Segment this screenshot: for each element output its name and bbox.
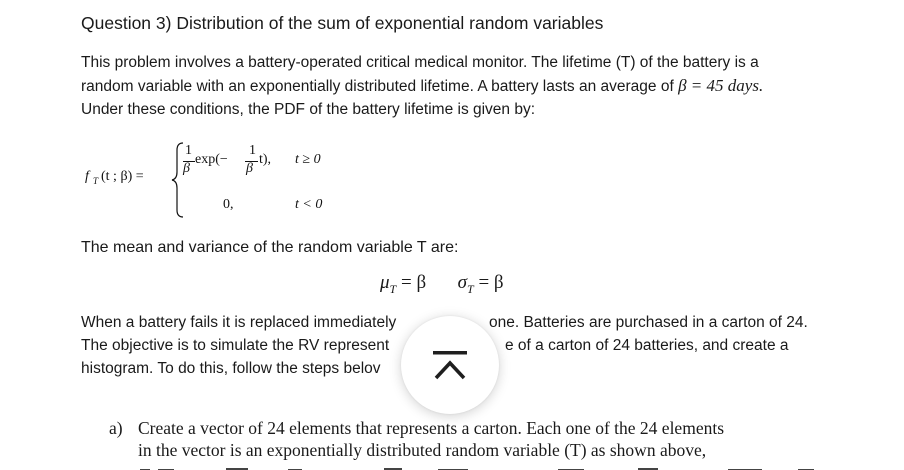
intro-line-2 [81,74,763,98]
cutoff-text-fragments [138,463,828,470]
pdf-lhs-args: (t ; β) = [101,169,144,184]
sigma-symbol: σ [457,272,467,293]
intro-paragraph [81,51,763,121]
part-a-line-3-cutoff [138,460,828,470]
question-title: Question 3) Distribution of the sum of exponential random variables [81,13,604,33]
pdf-exp-suffix: t), [259,152,272,167]
replacement-line-3-left: histogram. To do this, follow the steps belov [81,360,381,377]
collapse-up-button[interactable] [401,316,499,414]
pdf-lhs-f: f [85,169,89,184]
mu-symbol: μ [380,272,390,293]
pdf-frac2-den: β [246,161,253,176]
beta-value: β = 45 days. [678,76,764,95]
replacement-line-2-right: e of a carton of 24 batteries, and create a [505,337,789,354]
left-brace-icon [171,142,185,218]
pdf-frac2-num: 1 [249,143,256,158]
pdf-case-2-value: 0, [223,197,234,212]
intro-line-2-text: random variable with an exponentially distributed lifetime. A battery lasts an average of [81,78,679,95]
pdf-lhs-sub: T [93,176,99,186]
pdf-formula [85,140,345,220]
sigma-rhs: = β [478,272,504,293]
mean-variance-text: The mean and variance of the random variable T are: [81,239,459,256]
mu-sub: T [389,281,397,296]
sigma-sub: T [467,281,474,296]
pdf-exp-prefix: exp(− [195,152,228,167]
collapse-up-icon [432,349,468,381]
pdf-frac1-num: 1 [185,143,192,158]
part-a-label: a) [109,418,123,438]
intro-line-1: This problem involves a battery-operated critical medical monitor. The lifetime (T) of the battery is a [81,54,759,71]
replacement-line-1-right: one. Batteries are purchased in a carton of 24. [489,314,808,331]
part-a-line-2: in the vector is an exponentially distributed random variable (T) as shown above, [138,440,707,460]
replacement-line-2-left: The objective is to simulate the RV represent [81,337,390,354]
mean-variance-equation [380,272,504,297]
pdf-cond-1: t ≥ 0 [295,152,321,167]
replacement-line-1-left: When a battery fails it is replaced immediately [81,314,397,331]
pdf-frac1-den: β [183,161,190,176]
intro-line-3: Under these conditions, the PDF of the battery lifetime is given by: [81,101,536,118]
part-a-line-1: Create a vector of 24 elements that represents a carton. Each one of the 24 elements [138,418,725,438]
mu-rhs: = β [400,272,427,293]
pdf-cond-2: t < 0 [295,197,323,212]
